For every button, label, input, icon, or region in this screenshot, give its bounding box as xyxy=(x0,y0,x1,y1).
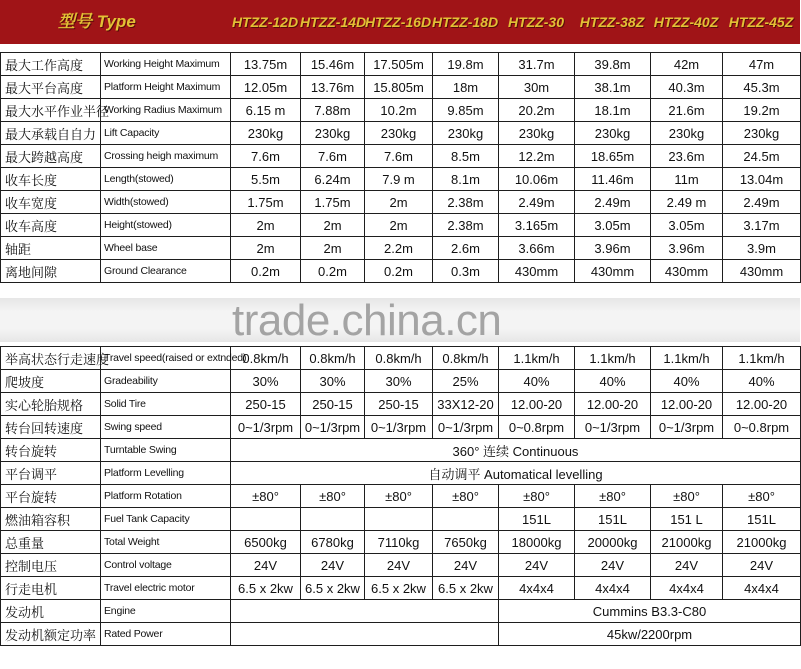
row-label-en: Swing speed xyxy=(101,416,231,439)
table-cell: 2.2m xyxy=(365,237,433,260)
table-cell: 38.1m xyxy=(575,76,651,99)
table-cell: 230kg xyxy=(651,122,723,145)
table-cell: 24V xyxy=(365,554,433,577)
table-cell: 1.1km/h xyxy=(723,347,801,370)
table-cell: 151L xyxy=(575,508,651,531)
table-row xyxy=(1,531,801,554)
table-cell: 17.505m xyxy=(365,53,433,76)
table-row xyxy=(1,577,801,600)
table-cell: 2m xyxy=(365,214,433,237)
row-label-zh: 最大工作高度 xyxy=(1,53,101,76)
row-label-en: Gradeability xyxy=(101,370,231,393)
table-cell: 7.9 m xyxy=(365,168,433,191)
table-cell: 1.75m xyxy=(301,191,365,214)
table-cell: 2m xyxy=(365,191,433,214)
table-cell: 2.38m xyxy=(433,214,499,237)
row-label-zh: 实心轮胎规格 xyxy=(1,393,101,416)
table-cell xyxy=(231,508,301,531)
row-label-en: Rated Power xyxy=(101,623,231,646)
row-label-en: Wheel base xyxy=(101,237,231,260)
table-cell: 430mm xyxy=(575,260,651,283)
table-cell: ±80° xyxy=(433,485,499,508)
table-cell: 1.1km/h xyxy=(499,347,575,370)
table-cell: 40% xyxy=(575,370,651,393)
table-cell: 21000kg xyxy=(723,531,801,554)
table-cell: 40.3m xyxy=(651,76,723,99)
row-label-zh: 转台旋转 xyxy=(1,439,101,462)
table-cell: 0~1/3rpm xyxy=(365,416,433,439)
table-cell: 42m xyxy=(651,53,723,76)
watermark: trade.china.cn xyxy=(232,296,502,345)
table-cell: 40% xyxy=(651,370,723,393)
table-cell: 自动调平 Automatical levelling xyxy=(231,462,801,485)
table-cell: 11m xyxy=(651,168,723,191)
row-label-zh: 总重量 xyxy=(1,531,101,554)
table-cell: 6.5 x 2kw xyxy=(365,577,433,600)
table-cell: 2.49 m xyxy=(651,191,723,214)
model-header: HTZZ-40Z xyxy=(653,14,719,30)
type-label: 型号 Type xyxy=(58,12,136,31)
table-row xyxy=(1,99,801,122)
row-label-en: Width(stowed) xyxy=(101,191,231,214)
row-label-en: Solid Tire xyxy=(101,393,231,416)
table-row xyxy=(1,416,801,439)
table-cell: 6.24m xyxy=(301,168,365,191)
table-cell: 40% xyxy=(723,370,801,393)
row-label-zh: 收车宽度 xyxy=(1,191,101,214)
table-cell: 24V xyxy=(651,554,723,577)
model-header: HTZZ-18D xyxy=(432,14,499,30)
table-cell: 10.2m xyxy=(365,99,433,122)
table-cell: ±80° xyxy=(231,485,301,508)
model-header: HTZZ-16D xyxy=(364,14,432,30)
table-cell: 7.6m xyxy=(301,145,365,168)
table-row xyxy=(1,168,801,191)
table-cell: 12.00-20 xyxy=(651,393,723,416)
table-cell: 0.2m xyxy=(231,260,301,283)
table-cell: 13.04m xyxy=(723,168,801,191)
table-cell: 2.49m xyxy=(499,191,575,214)
table-cell: 6.5 x 2kw xyxy=(231,577,301,600)
table-cell: 24V xyxy=(723,554,801,577)
table-cell: 18.65m xyxy=(575,145,651,168)
row-label-en: Travel speed(raised or extnded) xyxy=(101,347,231,370)
row-label-zh: 收车高度 xyxy=(1,214,101,237)
table-cell: 18000kg xyxy=(499,531,575,554)
table-cell: 151 L xyxy=(651,508,723,531)
table-cell: 4x4x4 xyxy=(499,577,575,600)
table-cell: 0~0.8rpm xyxy=(499,416,575,439)
table-cell: 19.8m xyxy=(433,53,499,76)
table-cell: 39.8m xyxy=(575,53,651,76)
table-cell: 25% xyxy=(433,370,499,393)
model-header: HTZZ-45Z xyxy=(728,14,794,30)
row-label-zh: 举高状态行走速度 xyxy=(1,347,101,370)
table-cell: 430mm xyxy=(499,260,575,283)
table-cell xyxy=(301,508,365,531)
table-cell: 24.5m xyxy=(723,145,801,168)
table-cell: 0~1/3rpm xyxy=(433,416,499,439)
row-label-zh: 转台回转速度 xyxy=(1,416,101,439)
row-label-zh: 最大水平作业半径 xyxy=(1,99,101,122)
table-cell: 8.5m xyxy=(433,145,499,168)
table-cell: 3.9m xyxy=(723,237,801,260)
table-cell: 2.6m xyxy=(433,237,499,260)
table-row xyxy=(1,370,801,393)
table-cell: 24V xyxy=(301,554,365,577)
table-cell xyxy=(231,600,499,623)
table-cell: 30% xyxy=(365,370,433,393)
table-row xyxy=(1,439,801,462)
table-cell: ±80° xyxy=(723,485,801,508)
table-row xyxy=(1,600,801,623)
row-label-en: Turntable Swing xyxy=(101,439,231,462)
model-header: HTZZ-38Z xyxy=(579,14,645,30)
row-label-zh: 爬坡度 xyxy=(1,370,101,393)
table-cell: 0.3m xyxy=(433,260,499,283)
spec-table-top xyxy=(0,52,801,283)
table-cell: 7110kg xyxy=(365,531,433,554)
table-row xyxy=(1,393,801,416)
table-cell: 30m xyxy=(499,76,575,99)
table-cell: 2m xyxy=(301,214,365,237)
table-cell: 2m xyxy=(231,237,301,260)
row-label-zh: 收车长度 xyxy=(1,168,101,191)
row-label-zh: 平台旋转 xyxy=(1,485,101,508)
table-cell: Cummins B3.3-C80 xyxy=(499,600,801,623)
row-label-zh: 控制电压 xyxy=(1,554,101,577)
table-cell: 9.85m xyxy=(433,99,499,122)
row-label-en: Platform Rotation xyxy=(101,485,231,508)
table-cell: 0.8km/h xyxy=(365,347,433,370)
table-cell: 8.1m xyxy=(433,168,499,191)
table-cell: 6.5 x 2kw xyxy=(301,577,365,600)
row-label-zh: 轴距 xyxy=(1,237,101,260)
table-cell: 15.46m xyxy=(301,53,365,76)
table-cell: 20000kg xyxy=(575,531,651,554)
table-row xyxy=(1,623,801,646)
table-cell: ±80° xyxy=(365,485,433,508)
row-label-en: Travel electric motor xyxy=(101,577,231,600)
table-cell: 230kg xyxy=(723,122,801,145)
table-cell: 0.8km/h xyxy=(231,347,301,370)
table-cell: 0.2m xyxy=(365,260,433,283)
row-label-en: Crossing heigh maximum xyxy=(101,145,231,168)
table-cell: 430mm xyxy=(723,260,801,283)
table-cell: 47m xyxy=(723,53,801,76)
table-cell: 0.2m xyxy=(301,260,365,283)
row-label-en: Working Height Maximum xyxy=(101,53,231,76)
table-row xyxy=(1,508,801,531)
table-cell: 12.00-20 xyxy=(723,393,801,416)
table-cell: ±80° xyxy=(499,485,575,508)
table-row xyxy=(1,237,801,260)
row-label-zh: 离地间隙 xyxy=(1,260,101,283)
table-cell xyxy=(365,508,433,531)
table-cell: 3.96m xyxy=(651,237,723,260)
table-cell: 23.6m xyxy=(651,145,723,168)
table-cell: 3.96m xyxy=(575,237,651,260)
table-cell: 18m xyxy=(433,76,499,99)
row-label-zh: 最大跨越高度 xyxy=(1,145,101,168)
row-label-zh: 平台调平 xyxy=(1,462,101,485)
table-cell: 7.6m xyxy=(231,145,301,168)
table-cell: 6780kg xyxy=(301,531,365,554)
table-cell: 230kg xyxy=(231,122,301,145)
table-cell: 30% xyxy=(231,370,301,393)
table-cell: 3.17m xyxy=(723,214,801,237)
table-cell: 7650kg xyxy=(433,531,499,554)
table-cell: 13.76m xyxy=(301,76,365,99)
table-cell: 6.15 m xyxy=(231,99,301,122)
row-label-en: Ground Clearance xyxy=(101,260,231,283)
row-label-zh: 最大承载自自力 xyxy=(1,122,101,145)
table-row xyxy=(1,260,801,283)
table-cell: 6500kg xyxy=(231,531,301,554)
table-row xyxy=(1,53,801,76)
row-label-en: Platform Levelling xyxy=(101,462,231,485)
table-cell: 250-15 xyxy=(301,393,365,416)
model-header: HTZZ-14D xyxy=(300,14,367,30)
table-cell: 12.05m xyxy=(231,76,301,99)
table-cell: 11.46m xyxy=(575,168,651,191)
table-cell: 24V xyxy=(575,554,651,577)
table-row xyxy=(1,76,801,99)
table-cell: 20.2m xyxy=(499,99,575,122)
row-label-en: Platform Height Maximum xyxy=(101,76,231,99)
row-label-zh: 发动机 xyxy=(1,600,101,623)
table-cell: 230kg xyxy=(575,122,651,145)
table-cell: 6.5 x 2kw xyxy=(433,577,499,600)
table-cell: 230kg xyxy=(365,122,433,145)
table-cell: 31.7m xyxy=(499,53,575,76)
table-cell: 2.49m xyxy=(723,191,801,214)
model-header: HTZZ-12D xyxy=(231,14,299,30)
table-row xyxy=(1,485,801,508)
row-label-en: Working Radius Maximum xyxy=(101,99,231,122)
spec-table-bottom xyxy=(0,346,801,646)
table-cell: 360° 连续 Continuous xyxy=(231,439,801,462)
table-cell: 0.8km/h xyxy=(301,347,365,370)
model-header: HTZZ-30 xyxy=(508,14,564,30)
table-cell: 3.05m xyxy=(651,214,723,237)
table-cell: 2m xyxy=(301,237,365,260)
table-cell: 3.66m xyxy=(499,237,575,260)
table-cell: 3.05m xyxy=(575,214,651,237)
table-cell: 13.75m xyxy=(231,53,301,76)
table-cell: 5.5m xyxy=(231,168,301,191)
table-cell: ±80° xyxy=(651,485,723,508)
row-label-en: Engine xyxy=(101,600,231,623)
row-label-en: Lift Capacity xyxy=(101,122,231,145)
table-row xyxy=(1,347,801,370)
table-cell: 33X12-20 xyxy=(433,393,499,416)
table-row xyxy=(1,191,801,214)
table-cell: 0~1/3rpm xyxy=(231,416,301,439)
table-cell: 40% xyxy=(499,370,575,393)
table-cell: 19.2m xyxy=(723,99,801,122)
table-cell: 1.1km/h xyxy=(575,347,651,370)
table-cell: 12.2m xyxy=(499,145,575,168)
row-label-en: Fuel Tank Capacity xyxy=(101,508,231,531)
table-cell: ±80° xyxy=(301,485,365,508)
table-cell: 230kg xyxy=(499,122,575,145)
table-cell: 30% xyxy=(301,370,365,393)
table-cell: 2m xyxy=(231,214,301,237)
table-cell: 430mm xyxy=(651,260,723,283)
table-cell: 7.6m xyxy=(365,145,433,168)
table-cell: 230kg xyxy=(433,122,499,145)
row-label-zh: 行走电机 xyxy=(1,577,101,600)
table-cell: 24V xyxy=(231,554,301,577)
table-row xyxy=(1,462,801,485)
table-cell: 0.8km/h xyxy=(433,347,499,370)
table-cell: 1.1km/h xyxy=(651,347,723,370)
table-cell: ±80° xyxy=(575,485,651,508)
row-label-zh: 最大平台高度 xyxy=(1,76,101,99)
row-label-en: Control voltage xyxy=(101,554,231,577)
table-cell: 0~1/3rpm xyxy=(575,416,651,439)
table-cell: 1.75m xyxy=(231,191,301,214)
table-cell: 21.6m xyxy=(651,99,723,122)
table-cell xyxy=(433,508,499,531)
table-cell: 4x4x4 xyxy=(723,577,801,600)
table-cell: 151L xyxy=(499,508,575,531)
table-cell xyxy=(231,623,499,646)
row-label-zh: 发动机额定功率 xyxy=(1,623,101,646)
row-label-en: Total Weight xyxy=(101,531,231,554)
table-cell: 18.1m xyxy=(575,99,651,122)
table-cell: 24V xyxy=(433,554,499,577)
table-cell: 0~1/3rpm xyxy=(301,416,365,439)
table-row xyxy=(1,122,801,145)
table-cell: 21000kg xyxy=(651,531,723,554)
row-label-en: Length(stowed) xyxy=(101,168,231,191)
table-cell: 250-15 xyxy=(365,393,433,416)
table-cell: 45kw/2200rpm xyxy=(499,623,801,646)
table-cell: 2.49m xyxy=(575,191,651,214)
table-cell: 4x4x4 xyxy=(575,577,651,600)
table-cell: 230kg xyxy=(301,122,365,145)
row-label-en: Height(stowed) xyxy=(101,214,231,237)
table-cell: 4x4x4 xyxy=(651,577,723,600)
table-cell: 250-15 xyxy=(231,393,301,416)
table-cell: 0~0.8rpm xyxy=(723,416,801,439)
table-cell: 0~1/3rpm xyxy=(651,416,723,439)
table-header-bar xyxy=(0,0,800,44)
table-cell: 3.165m xyxy=(499,214,575,237)
table-cell: 2.38m xyxy=(433,191,499,214)
table-cell: 24V xyxy=(499,554,575,577)
table-cell: 12.00-20 xyxy=(499,393,575,416)
table-row xyxy=(1,145,801,168)
table-row xyxy=(1,554,801,577)
table-cell: 12.00-20 xyxy=(575,393,651,416)
table-cell: 10.06m xyxy=(499,168,575,191)
table-cell: 45.3m xyxy=(723,76,801,99)
table-cell: 7.88m xyxy=(301,99,365,122)
table-cell: 15.805m xyxy=(365,76,433,99)
row-label-zh: 燃油箱容积 xyxy=(1,508,101,531)
table-row xyxy=(1,214,801,237)
table-cell: 151L xyxy=(723,508,801,531)
